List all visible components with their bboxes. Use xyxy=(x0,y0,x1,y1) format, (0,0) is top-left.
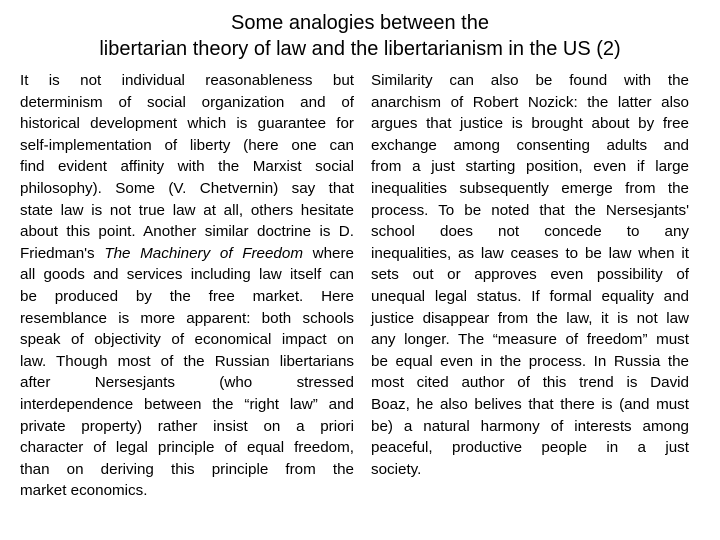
left-column-text xyxy=(20,70,354,502)
left-text-line: after Nersesjants (who stressed xyxy=(20,374,354,392)
slide-title-line-1: Some analogies between the xyxy=(231,12,489,34)
right-text-line: be) a natural harmony of interests among xyxy=(371,417,689,435)
right-text-line: justice disappear from the law, it is not law xyxy=(371,309,689,327)
left-text-line: resemblance is more apparent: both schools xyxy=(20,309,354,327)
right-text-line: most cited author of this trend is David xyxy=(371,374,689,392)
right-text-line: society. xyxy=(371,460,422,478)
slide-title-line-2: libertarian theory of law and the libertarianism in the US (2) xyxy=(99,38,621,60)
left-text-line: determinism of social organization and of xyxy=(20,93,354,111)
left-text-line: self-implementation of liberty (here one can xyxy=(20,136,354,154)
right-text-line: anarchism of Robert Nozick: the latter also xyxy=(371,93,689,111)
left-text-line: about this point. Another similar doctrine is D. xyxy=(20,223,354,241)
left-text-line: be produced by the free market. Here xyxy=(20,287,354,305)
book-title-trailing-text: where xyxy=(302,244,354,262)
left-text-line: find evident affinity with the Marxist social xyxy=(20,158,354,176)
right-text-line: Similarity can also be found with the xyxy=(371,72,689,89)
left-text-line: speak of objectivity of economical impact on xyxy=(20,331,354,349)
book-author-text: Friedman's xyxy=(20,244,105,262)
right-text-line: inequalities, as law ceases to be law when it xyxy=(371,244,689,262)
right-text-line: process. To be noted that the Nersesjants' xyxy=(371,201,689,219)
left-text-line: market economics. xyxy=(20,482,148,500)
left-text-line: state law is not true law at all, others hesitate xyxy=(20,201,354,219)
left-text-line: philosophy). Some (V. Chetvernin) say that xyxy=(20,179,354,197)
right-text-line: unequal legal status. If formal equality and xyxy=(371,287,689,305)
right-text-line: sets out or approves even possibility of xyxy=(371,266,689,284)
right-text-line: school does not concede to any xyxy=(371,223,689,241)
book-title-text: The Machinery of Freedom xyxy=(104,244,303,262)
left-text-line: historical development which is guarantee for xyxy=(20,115,354,133)
right-text-line: Boaz, he also belives that there is (and must xyxy=(371,395,689,413)
left-text-line: character of legal principle of equal freedom, xyxy=(20,439,354,457)
slide-title xyxy=(20,10,700,62)
right-text-line: be equal even in the process. In Russia the xyxy=(371,352,689,370)
left-text-line-with-book-title xyxy=(20,243,354,265)
right-text-line: from a just starting position, even if large xyxy=(371,158,689,176)
left-text-line: interdependence between the “right law” and xyxy=(20,395,354,413)
right-column-text xyxy=(371,70,689,480)
right-text-line: argues that justice is brought about by free xyxy=(371,115,689,133)
right-text-line: any longer. The “measure of freedom” must xyxy=(371,331,689,349)
left-text-line: It is not individual reasonableness but xyxy=(20,72,354,89)
left-text-line: law. Though most of the Russian libertarians xyxy=(20,352,354,370)
right-text-line: exchange among consenting adults and xyxy=(371,136,689,154)
right-text-line: inequalities subsequently emerge from the xyxy=(371,179,689,197)
left-text-line: private property) rather insist on a priori xyxy=(20,417,354,435)
left-text-line: all goods and services including law itself can xyxy=(20,266,354,284)
left-text-line: than on deriving this principle from the xyxy=(20,460,354,478)
right-text-line: peaceful, productive people in a just xyxy=(371,439,689,457)
